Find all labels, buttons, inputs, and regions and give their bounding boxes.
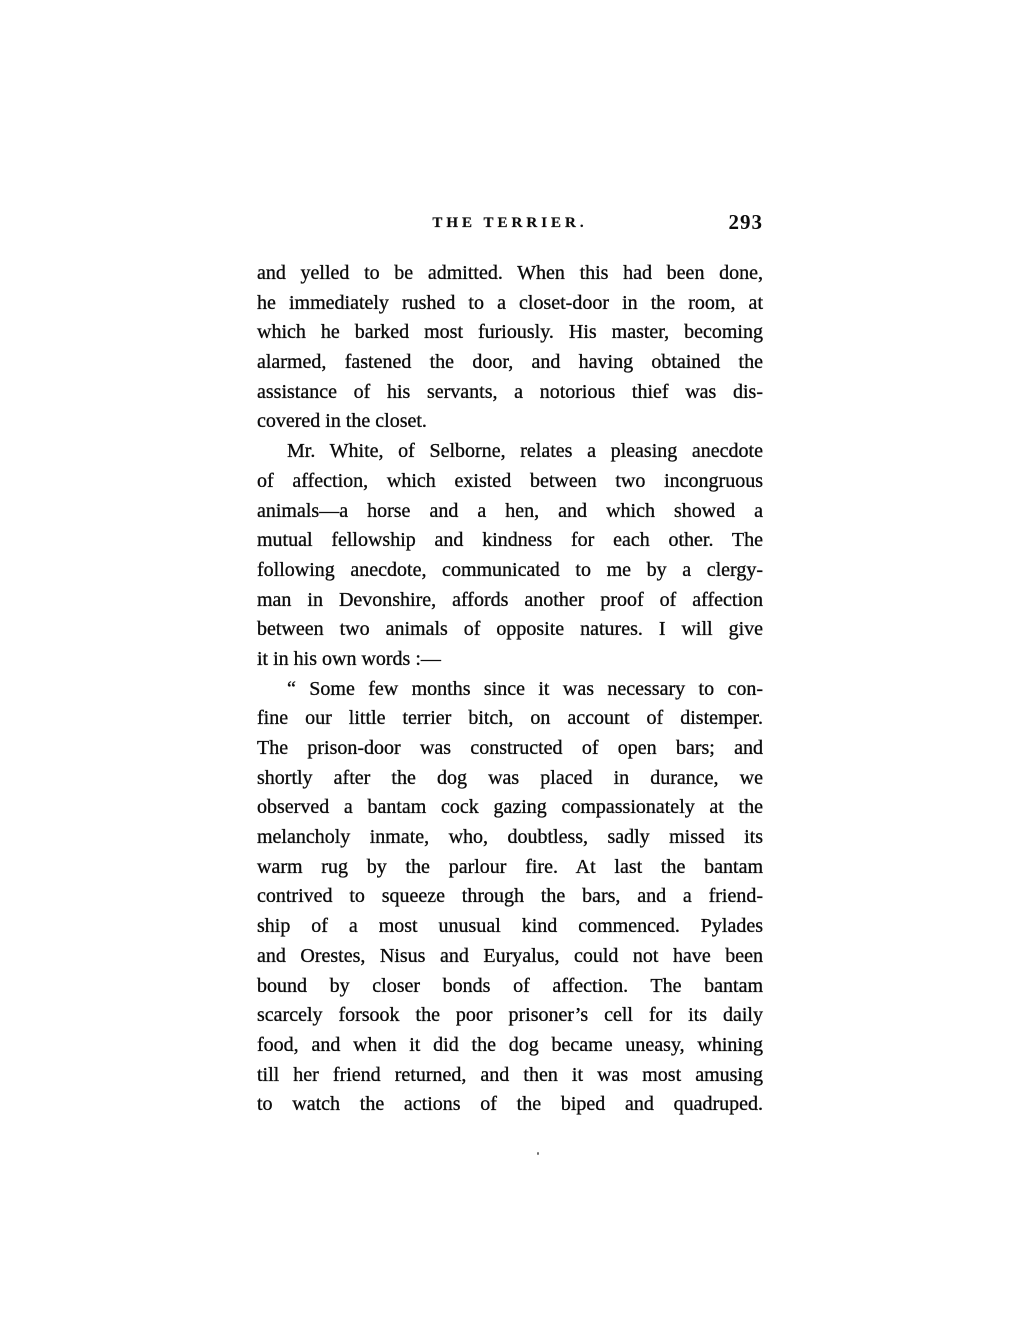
text-line: assistance of his servants, a notorious thief was dis- [257, 380, 763, 403]
page-header [257, 210, 763, 236]
text-line: to watch the actions of the biped and quadruped. [257, 1093, 763, 1116]
text-line: bound by closer bonds of affection. The bantam [257, 974, 763, 997]
text-line: and yelled to be admitted. When this had been done, [257, 262, 763, 284]
text-line: observed a bantam cock gazing compassionately at the [257, 796, 763, 819]
text-line: man in Devonshire, affords another proof of affection [257, 588, 763, 611]
text-line: alarmed, fastened the door, and having obtained the [257, 351, 763, 374]
text-line: shortly after the dog was placed in durance, we [257, 766, 763, 789]
text-line: following anecdote, communicated to me by a clergy- [257, 558, 763, 581]
text-line: contrived to squeeze through the bars, and a friend- [257, 885, 763, 908]
text-line: he immediately rushed to a closet-door in the room, at [257, 291, 763, 314]
text-line: The prison-door was constructed of open bars; and [257, 737, 763, 759]
text-line: animals—a horse and a hen, and which showed a [257, 499, 763, 522]
text-line: which he barked most furiously. His master, becoming [257, 321, 763, 344]
text-line: covered in the closet. [257, 410, 427, 433]
text-line: mutual fellowship and kindness for each other. The [257, 529, 763, 552]
text-line: “ Some few months since it was necessary to con- [287, 677, 763, 700]
scan-speck-artifact [537, 1152, 539, 1155]
text-line: fine our little terrier bitch, on account of distemper. [257, 707, 763, 730]
text-line: ship of a most unusual kind commenced. Pylades [257, 915, 763, 938]
text-line: between two animals of opposite natures. I will give [257, 618, 763, 641]
text-line: Mr. White, of Selborne, relates a pleasing anecdote [287, 440, 763, 463]
text-line: and Orestes, Nisus and Euryalus, could not have been [257, 944, 763, 967]
text-line: it in his own words :— [257, 647, 441, 670]
text-line: warm rug by the parlour fire. At last the bantam [257, 855, 763, 878]
text-line: food, and when it did the dog became uneasy, whining [257, 1033, 763, 1056]
text-line: of affection, which existed between two incongruous [257, 469, 763, 492]
text-line: melancholy inmate, who, doubtless, sadly missed its [257, 826, 763, 849]
running-title: THE TERRIER. [432, 215, 588, 231]
page-number: 293 [728, 210, 763, 234]
text-line: scarcely forsook the poor prisoner’s cell for its daily [257, 1004, 763, 1027]
body-text-block [257, 259, 763, 1120]
text-line: till her friend returned, and then it was most amusing [257, 1063, 763, 1086]
